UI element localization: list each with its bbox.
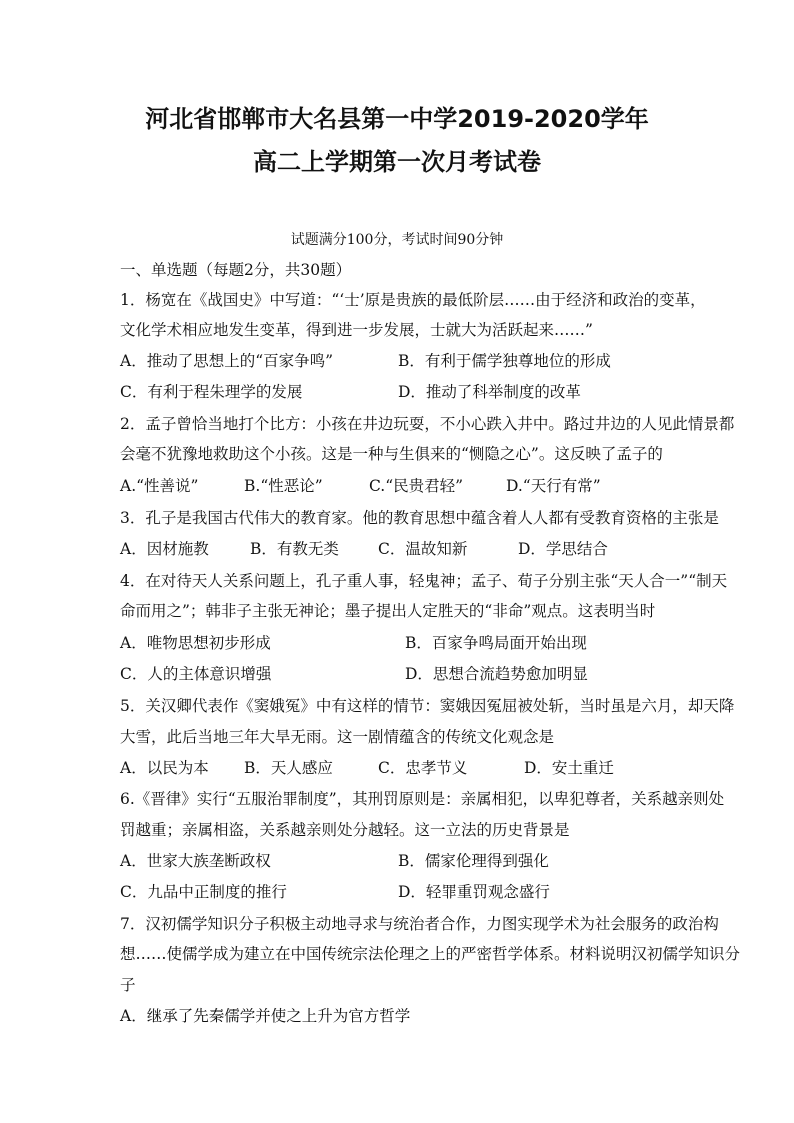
question-7-line-1: 7．汉初儒学知识分子积极主动地寻求与统治者合作，力图实现学术为社会服务的政治构 bbox=[120, 915, 719, 933]
question-4-option-c: C．人的主体意识增强 bbox=[120, 665, 272, 683]
question-1-option-a: A．推动了思想上的“百家争鸣” bbox=[120, 352, 334, 370]
question-1-option-b: B．有利于儒学独尊地位的形成 bbox=[398, 352, 611, 370]
question-5-option-c: C．忠孝节义 bbox=[378, 759, 468, 777]
question-6-line-2: 罚越重；亲属相盗，关系越亲则处分越轻。这一立法的历史背景是 bbox=[120, 821, 570, 839]
question-7-line-3: 子 bbox=[120, 976, 136, 994]
question-1-line-1: 1．杨宽在《战国史》中写道：“‘士’原是贵族的最低阶层……由于经济和政治的变革， bbox=[120, 291, 706, 309]
question-3-option-d: D．学思结合 bbox=[518, 540, 608, 558]
question-5-line-1: 5．关汉卿代表作《窦娥冤》中有这样的情节：窦娥因冤屈被处斩，当时虽是六月，却天降 bbox=[120, 697, 735, 715]
question-6-option-a: A．世家大族垄断政权 bbox=[120, 852, 271, 870]
question-2-option-b: B.“性恶论” bbox=[244, 477, 323, 495]
question-2-option-a: A.“性善说” bbox=[120, 477, 199, 495]
question-1-option-c: C．有利于程朱理学的发展 bbox=[120, 383, 303, 401]
question-3-line-1: 3．孔子是我国古代伟大的教育家。他的教育思想中蕴含着人人都有受教育资格的主张是 bbox=[120, 509, 719, 527]
question-1-option-d: D．推动了科举制度的改革 bbox=[398, 383, 581, 401]
question-7-option-a: A．继承了先秦儒学并使之上升为官方哲学 bbox=[120, 1007, 411, 1025]
question-6-option-b: B．儒家伦理得到强化 bbox=[398, 852, 549, 870]
exam-title-line1: 河北省邯郸市大名县第一中学2019-2020学年 bbox=[145, 105, 649, 133]
question-2-option-c: C.“民贵君轻” bbox=[369, 477, 464, 495]
question-4-option-d: D．思想合流趋势愈加明显 bbox=[405, 665, 588, 683]
question-3-option-b: B．有教无类 bbox=[250, 540, 339, 558]
question-1-line-2: 文化学术相应地发生变革，得到进一步发展，士就大为活跃起来……” bbox=[120, 321, 593, 339]
question-7-line-2: 想……使儒学成为建立在中国传统宗法伦理之上的严密哲学体系。材料说明汉初儒学知识分 bbox=[120, 945, 741, 963]
question-4-line-1: 4．在对待天人关系问题上，孔子重人事，轻鬼神；孟子、荀子分别主张“天人合一”“制天 bbox=[120, 572, 728, 590]
question-5-option-b: B．天人感应 bbox=[244, 759, 333, 777]
question-4-option-a: A．唯物思想初步形成 bbox=[120, 634, 271, 652]
exam-title-line2: 高二上学期第一次月考试卷 bbox=[253, 148, 541, 176]
question-6-option-d: D．轻罪重罚观念盛行 bbox=[398, 883, 550, 901]
question-6-line-1: 6.《晋律》实行“五服治罪制度”，其刑罚原则是：亲属相犯，以卑犯尊者，关系越亲则处 bbox=[120, 790, 725, 808]
question-2-option-d: D.“天行有常” bbox=[506, 477, 601, 495]
question-6-option-c: C．九品中正制度的推行 bbox=[120, 883, 287, 901]
exam-info: 试题满分100分，考试时间90分钟 bbox=[290, 232, 504, 248]
section-heading: 一、单选题（每题2分，共30题） bbox=[120, 261, 352, 279]
question-2-line-2: 会毫不犹豫地救助这个小孩。这是一种与生俱来的“恻隐之心”。这反映了孟子的 bbox=[120, 445, 663, 463]
question-3-option-c: C．温故知新 bbox=[378, 540, 468, 558]
question-3-option-a: A．因材施教 bbox=[120, 540, 209, 558]
question-2-line-1: 2．孟子曾恰当地打个比方：小孩在井边玩耍，不小心跌入井中。路过井边的人见此情景都 bbox=[120, 415, 735, 433]
question-4-line-2: 命而用之”；韩非子主张无神论；墨子提出人定胜天的“非命”观点。这表明当时 bbox=[120, 602, 656, 620]
question-5-line-2: 大雪，此后当地三年大旱无雨。这一剧情蕴含的传统文化观念是 bbox=[120, 728, 555, 746]
question-5-option-d: D．安土重迁 bbox=[524, 759, 614, 777]
question-5-option-a: A．以民为本 bbox=[120, 759, 209, 777]
question-4-option-b: B．百家争鸣局面开始出现 bbox=[405, 634, 587, 652]
